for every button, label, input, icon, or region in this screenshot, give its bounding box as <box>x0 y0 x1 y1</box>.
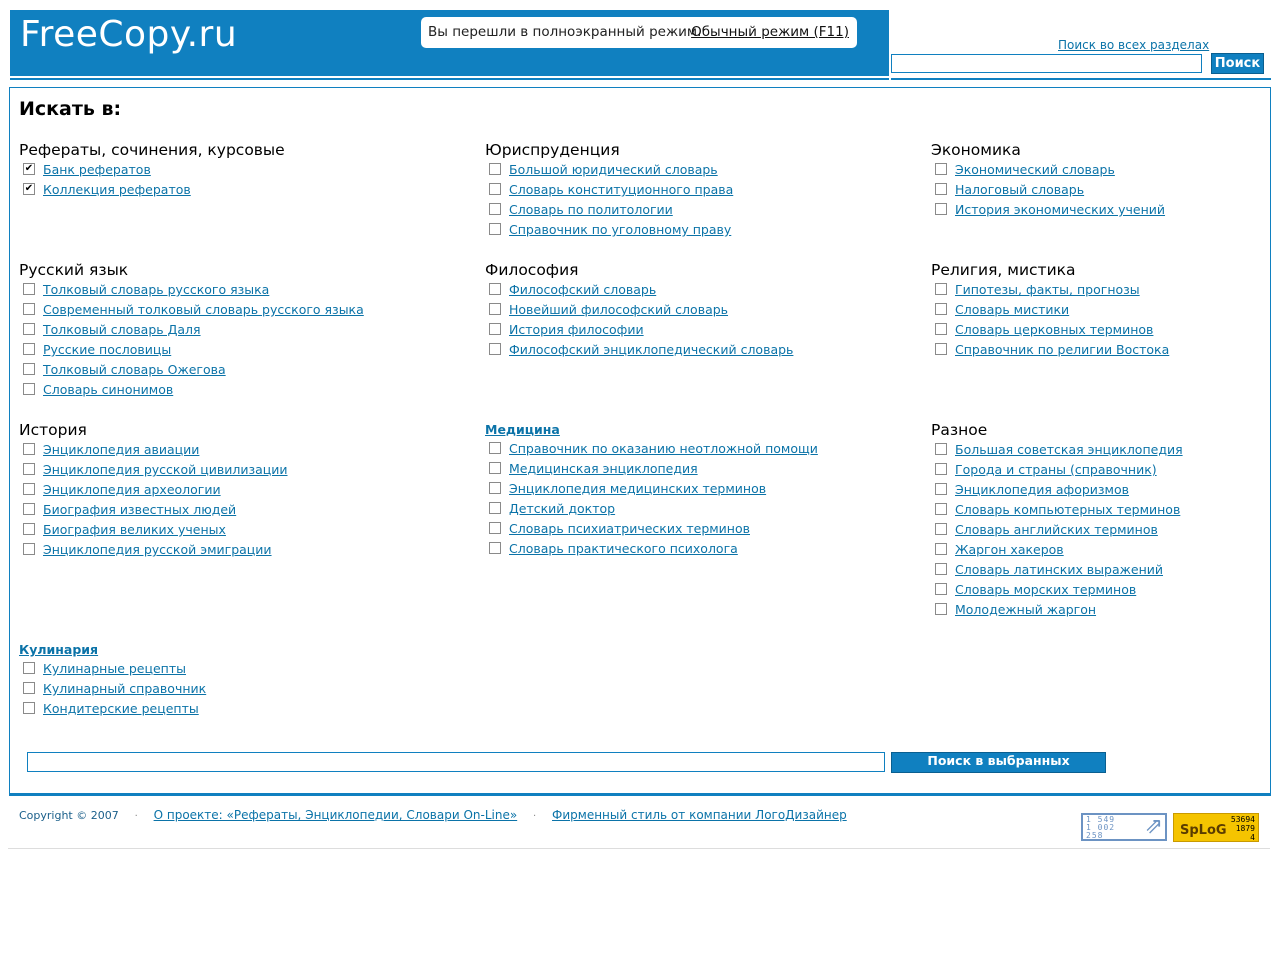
dictionary-link[interactable]: Коллекция рефератов <box>43 182 191 197</box>
about-project-link[interactable]: О проекте: «Рефераты, Энциклопедии, Словари On-Line» <box>153 808 518 822</box>
dictionary-link[interactable]: Биография известных людей <box>43 502 237 517</box>
dictionary-checkbox[interactable] <box>489 343 501 355</box>
dictionary-item <box>19 340 364 360</box>
dictionary-checkbox[interactable] <box>935 343 947 355</box>
dictionary-item <box>931 180 1165 200</box>
dictionary-link[interactable]: Экономический словарь <box>955 162 1115 177</box>
group-medicine <box>485 420 818 559</box>
dictionary-checkbox[interactable] <box>935 183 947 195</box>
splog-counter[interactable] <box>1173 813 1259 842</box>
splog-logo: SpLoG <box>1180 823 1227 838</box>
footer <box>19 806 847 826</box>
dictionary-item <box>931 560 1183 580</box>
group-title: Рефераты, сочинения, курсовые <box>19 141 285 159</box>
dictionary-item <box>485 499 818 519</box>
dictionary-item <box>19 300 364 320</box>
dictionary-link[interactable]: Толковый словарь русского языка <box>43 282 270 297</box>
dictionary-link[interactable]: Большая советская энциклопедия <box>955 442 1183 457</box>
group-religion <box>931 260 1169 360</box>
dictionary-list <box>19 160 285 200</box>
dictionary-item <box>19 699 206 719</box>
counter-line: 258 <box>1086 831 1104 840</box>
dictionary-item <box>485 539 818 559</box>
dictionary-link[interactable]: Города и страны (справочник) <box>955 462 1157 477</box>
dictionary-checkbox[interactable] <box>935 603 947 615</box>
group-title: Юриспруденция <box>485 141 620 159</box>
dictionary-list <box>19 440 288 560</box>
arrow-icon: ⇗ <box>1144 814 1163 839</box>
dictionary-item <box>931 280 1169 300</box>
dictionary-checkbox[interactable] <box>489 502 501 514</box>
dictionary-item <box>485 459 818 479</box>
dictionary-checkbox[interactable] <box>489 283 501 295</box>
dictionary-checkbox[interactable] <box>23 363 35 375</box>
group-title-link[interactable]: Медицина <box>485 422 560 437</box>
dictionary-item <box>931 480 1183 500</box>
dictionary-item <box>19 180 285 200</box>
dictionary-link[interactable]: Энциклопедия русской эмиграции <box>43 542 272 557</box>
dictionary-link[interactable]: Налоговый словарь <box>955 182 1085 197</box>
dictionary-link[interactable]: Кондитерские рецепты <box>43 701 199 716</box>
dictionary-checkbox[interactable] <box>935 203 947 215</box>
dictionary-link[interactable]: Словарь конституционного права <box>509 182 734 197</box>
group-title: История <box>19 421 87 439</box>
dictionary-checkbox[interactable] <box>489 203 501 215</box>
dictionary-link[interactable]: Словарь психиатрических терминов <box>509 521 750 536</box>
dictionary-checkbox[interactable] <box>23 343 35 355</box>
dictionary-checkbox[interactable] <box>935 523 947 535</box>
dictionary-item <box>19 679 206 699</box>
counter-line: 53694 <box>1230 815 1255 824</box>
footer-separator: · <box>533 811 537 822</box>
counter-values <box>1231 815 1255 842</box>
group-title: Философия <box>485 261 579 279</box>
dictionary-checkbox[interactable] <box>23 323 35 335</box>
dictionary-item <box>931 160 1165 180</box>
dictionary-list <box>931 160 1165 220</box>
search-in-title: Искать в: <box>19 98 122 120</box>
dictionary-item <box>19 160 285 180</box>
dictionary-link[interactable]: Энциклопедия русской цивилизации <box>43 462 288 477</box>
dictionary-checkbox[interactable] <box>489 303 501 315</box>
copyright: Copyright © 2007 <box>19 809 119 822</box>
brand-style-link[interactable]: Фирменный стиль от компании ЛогоДизайнер <box>552 808 847 822</box>
dictionary-list <box>19 280 364 400</box>
dictionary-item <box>931 300 1169 320</box>
site-header <box>10 10 889 76</box>
fullscreen-notice-text: Вы перешли в полноэкранный режим. <box>428 24 702 40</box>
dictionary-link[interactable]: Большой юридический словарь <box>509 162 718 177</box>
dictionary-checkbox[interactable] <box>23 503 35 515</box>
dictionary-link[interactable]: Словарь компьютерных терминов <box>955 502 1181 517</box>
dictionary-link[interactable]: Энциклопедия авиации <box>43 442 200 457</box>
dictionary-checkbox[interactable] <box>489 482 501 494</box>
footer-separator: · <box>134 811 138 822</box>
dictionary-item <box>931 600 1183 620</box>
dictionary-checkbox[interactable] <box>489 542 501 554</box>
dictionary-link[interactable]: История экономических учений <box>955 202 1166 217</box>
dictionary-link[interactable]: Словарь латинских выражений <box>955 562 1164 577</box>
search-all-sections-link[interactable]: Поиск во всех разделах <box>1058 38 1210 52</box>
dictionary-item <box>931 320 1169 340</box>
dictionary-checkbox[interactable] <box>935 443 947 455</box>
dictionary-checkbox[interactable] <box>23 523 35 535</box>
dictionary-checkbox[interactable] <box>489 442 501 454</box>
dictionary-list <box>931 440 1183 620</box>
dictionary-link[interactable]: Словарь по политологии <box>509 202 673 217</box>
dictionary-link[interactable]: Детский доктор <box>509 501 616 516</box>
visit-counter[interactable] <box>1081 813 1167 841</box>
search-divider <box>891 78 1271 80</box>
dictionary-item <box>931 440 1183 460</box>
site-logo[interactable]: FreeCopy.ru <box>20 14 238 55</box>
dictionary-checkbox[interactable] <box>23 463 35 475</box>
fullscreen-notice <box>421 17 857 48</box>
dictionary-item <box>485 160 733 180</box>
group-essays <box>19 140 285 200</box>
dictionary-item <box>19 480 288 500</box>
dictionary-link[interactable]: Современный толковый словарь русского языка <box>43 302 364 317</box>
dictionary-link[interactable]: Новейший философский словарь <box>509 302 729 317</box>
dictionary-item <box>485 300 793 320</box>
dictionary-checkbox[interactable] <box>489 522 501 534</box>
group-title-link[interactable]: Кулинария <box>19 642 99 657</box>
dictionary-list <box>485 280 793 360</box>
dictionary-checkbox[interactable] <box>935 463 947 475</box>
dictionary-checkbox[interactable] <box>23 682 35 694</box>
counter-line: 1 549 <box>1086 815 1116 824</box>
dictionary-item <box>931 460 1183 480</box>
dictionary-link[interactable]: Словарь церковных терминов <box>955 322 1154 337</box>
dictionary-item <box>19 380 364 400</box>
dictionary-link[interactable]: Толковый словарь Ожегова <box>43 362 226 377</box>
dictionary-search-input[interactable] <box>27 752 885 772</box>
dictionary-checkbox[interactable] <box>23 383 35 395</box>
dictionary-checkbox[interactable]: ✔ <box>24 183 34 194</box>
dictionary-link[interactable]: Биография великих ученых <box>43 522 226 537</box>
dictionary-link[interactable]: Молодежный жаргон <box>955 602 1097 617</box>
dictionary-item <box>485 439 818 459</box>
counter-line: 4 <box>1250 833 1255 842</box>
dictionary-list <box>19 659 206 719</box>
dictionary-checkbox[interactable] <box>489 323 501 335</box>
dictionary-checkbox[interactable] <box>23 443 35 455</box>
dictionary-item <box>485 519 818 539</box>
dictionary-item <box>485 320 793 340</box>
dictionary-checkbox[interactable] <box>935 583 947 595</box>
dictionary-link[interactable]: Словарь английских терминов <box>955 522 1158 537</box>
dictionary-link[interactable]: Словарь практического психолога <box>509 541 738 556</box>
dictionary-item <box>19 280 364 300</box>
dictionary-link[interactable]: Жаргон хакеров <box>955 542 1064 557</box>
dictionary-checkbox[interactable] <box>935 283 947 295</box>
dictionary-link[interactable]: Кулинарные рецепты <box>43 661 187 676</box>
dictionary-checkbox[interactable] <box>489 223 501 235</box>
dictionary-checkbox[interactable] <box>23 483 35 495</box>
group-title: Экономика <box>931 141 1021 159</box>
dictionary-item <box>19 460 288 480</box>
dictionary-item <box>931 200 1165 220</box>
dictionary-checkbox[interactable] <box>489 163 501 175</box>
counter-line: 1879 <box>1235 824 1255 833</box>
dictionary-link[interactable]: Кулинарный справочник <box>43 681 207 696</box>
dictionary-list <box>931 280 1169 360</box>
search-selected-button[interactable]: Поиск в выбранных словарях <box>891 752 1106 773</box>
dictionary-link[interactable]: Энциклопедия афоризмов <box>955 482 1129 497</box>
dictionary-item <box>931 540 1183 560</box>
dictionary-link[interactable]: Словарь мистики <box>955 302 1070 317</box>
dictionary-item <box>19 659 206 679</box>
dictionary-link[interactable]: Русские пословицы <box>43 342 172 357</box>
dictionary-checkbox[interactable] <box>23 303 35 315</box>
dictionary-link[interactable]: Словарь синонимов <box>43 382 174 397</box>
dictionary-item <box>19 500 288 520</box>
dictionary-item <box>19 540 288 560</box>
group-history <box>19 420 288 560</box>
dictionary-link[interactable]: Энциклопедия медицинских терминов <box>509 481 767 496</box>
top-search-input[interactable] <box>891 54 1202 73</box>
group-title: Религия, мистика <box>931 261 1076 279</box>
dictionary-item <box>931 500 1183 520</box>
footer-divider <box>8 848 1270 849</box>
dictionary-item <box>485 200 733 220</box>
group-title: Разное <box>931 421 988 439</box>
dictionary-item <box>485 340 793 360</box>
dictionary-item <box>19 360 364 380</box>
dictionary-link[interactable]: Медицинская энциклопедия <box>509 461 698 476</box>
dictionary-link[interactable]: Энциклопедия археологии <box>43 482 221 497</box>
dictionary-checkbox[interactable] <box>935 543 947 555</box>
dictionary-link[interactable]: Справочник по оказанию неотложной помощи <box>509 441 818 456</box>
dictionary-checkbox[interactable] <box>935 163 947 175</box>
dictionary-checkbox[interactable]: ✔ <box>24 163 34 174</box>
dictionary-checkbox[interactable] <box>935 483 947 495</box>
counter-values <box>1086 816 1115 840</box>
group-misc <box>931 420 1183 620</box>
group-cooking <box>19 640 206 719</box>
dictionary-checkbox[interactable] <box>935 563 947 575</box>
header-divider <box>10 78 889 80</box>
dictionary-checkbox[interactable] <box>935 503 947 515</box>
dictionary-list <box>485 160 733 240</box>
normal-mode-link[interactable]: Обычный режим (F11) <box>691 24 849 40</box>
counter-line: 1 002 <box>1086 823 1116 832</box>
dictionary-link[interactable]: Словарь морских терминов <box>955 582 1137 597</box>
dictionary-checkbox[interactable] <box>23 702 35 714</box>
group-title: Русский язык <box>19 261 129 279</box>
dictionary-item <box>485 479 818 499</box>
dictionary-link[interactable]: Толковый словарь Даля <box>43 322 201 337</box>
dictionary-item <box>485 220 733 240</box>
dictionary-checkbox[interactable] <box>935 303 947 315</box>
group-philosophy <box>485 260 793 360</box>
dictionary-checkbox[interactable] <box>23 283 35 295</box>
dictionary-item <box>19 440 288 460</box>
dictionary-list <box>485 439 818 559</box>
dictionary-item <box>19 320 364 340</box>
dictionary-link[interactable]: Философский словарь <box>509 282 657 297</box>
dictionary-link[interactable]: Справочник по религии Востока <box>955 342 1170 357</box>
dictionary-item <box>931 580 1183 600</box>
dictionary-item <box>931 340 1169 360</box>
dictionary-link[interactable]: Философский энциклопедический словарь <box>509 342 794 357</box>
dictionary-link[interactable]: Гипотезы, факты, прогнозы <box>955 282 1140 297</box>
group-russian <box>19 260 364 400</box>
top-search-button[interactable]: Поиск <box>1211 53 1264 74</box>
dictionary-checkbox[interactable] <box>935 323 947 335</box>
group-economics <box>931 140 1165 220</box>
dictionary-link[interactable]: Справочник по уголовному праву <box>509 222 732 237</box>
dictionary-link[interactable]: История философии <box>509 322 644 337</box>
dictionary-checkbox[interactable] <box>23 543 35 555</box>
dictionary-item <box>19 520 288 540</box>
dictionary-item <box>485 180 733 200</box>
dictionary-checkbox[interactable] <box>489 183 501 195</box>
dictionary-checkbox[interactable] <box>489 462 501 474</box>
dictionary-item <box>485 280 793 300</box>
group-law <box>485 140 733 240</box>
dictionary-checkbox[interactable] <box>23 662 35 674</box>
dictionary-link[interactable]: Банк рефератов <box>43 162 151 177</box>
dictionary-item <box>931 520 1183 540</box>
